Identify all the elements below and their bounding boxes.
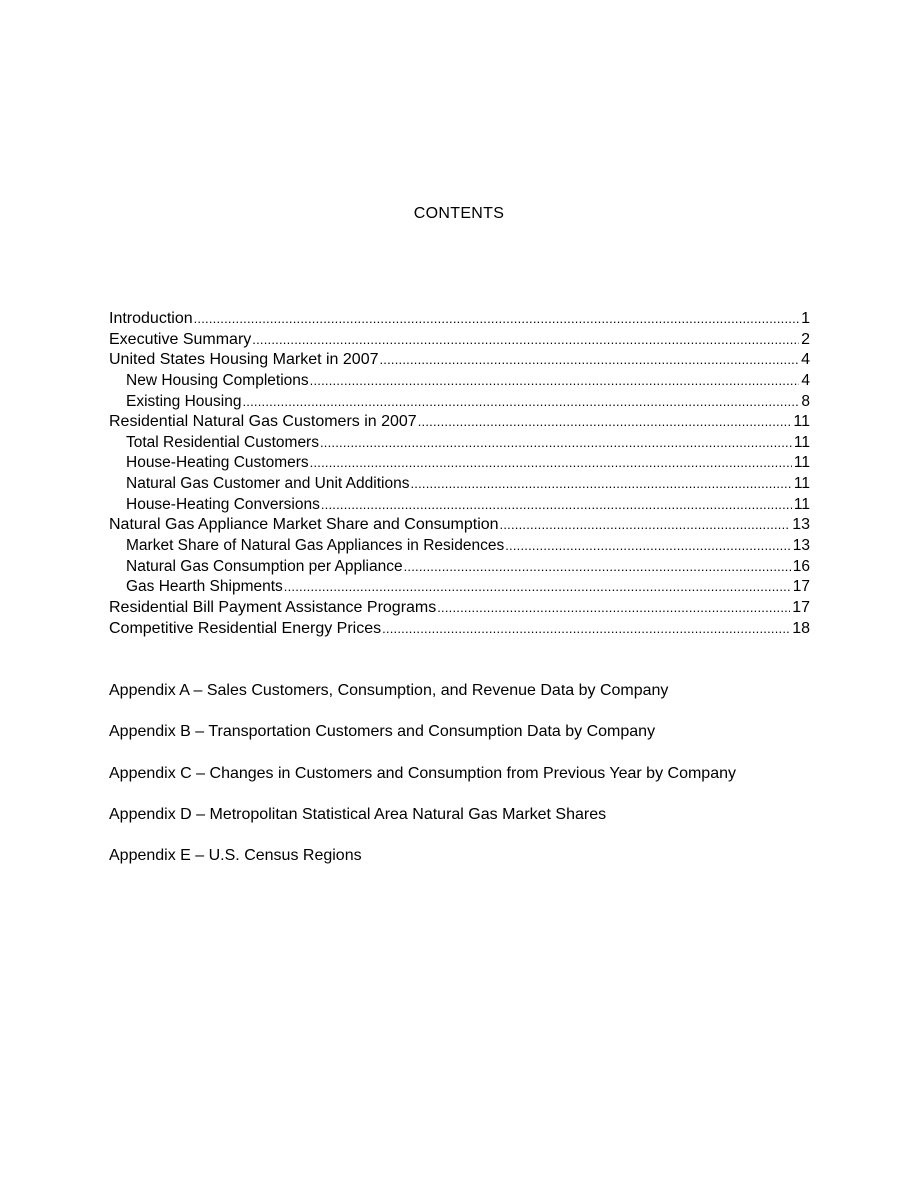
toc-entry-appliance-market-share[interactable] [109,515,810,536]
toc-entry-label: Market Share of Natural Gas Appliances in Residences [126,537,505,555]
appendix-c[interactable]: Appendix C – Changes in Customers and Consumption from Previous Year by Company [109,764,736,782]
toc-entry-label: Residential Bill Payment Assistance Programs [109,598,437,616]
appendix-d[interactable]: Appendix D – Metropolitan Statistical Area Natural Gas Market Shares [109,805,607,823]
dot-leader [379,350,799,371]
dot-leader [252,330,799,351]
toc-page-number: 11 [793,475,810,493]
toc-page-number: 11 [793,454,810,472]
toc-entry-energy-prices[interactable] [109,619,810,640]
toc-page-number: 18 [792,619,810,637]
appendix-b[interactable]: Appendix B – Transportation Customers and Consumption Data by Company [109,723,656,741]
toc-page-number: 4 [801,371,810,389]
dot-leader [437,598,790,619]
toc-page-number: 2 [801,330,810,348]
toc-entry-residential-customers[interactable] [109,412,810,433]
toc-entry-customer-unit-additions[interactable] [109,474,810,495]
toc-page-number: 17 [792,598,810,616]
dot-leader [505,536,791,557]
toc-entry-executive-summary[interactable] [109,330,810,351]
dot-leader [310,371,800,392]
toc-entry-market-share-appliances[interactable] [109,536,810,557]
toc-entry-label: Executive Summary [109,330,252,348]
toc-page-number: 11 [793,413,810,431]
toc-page-number: 11 [793,495,810,513]
dot-leader [500,515,791,536]
toc-entry-label: House-Heating Conversions [126,495,320,513]
appendix-e[interactable]: Appendix E – U.S. Census Regions [109,847,362,865]
toc-page-number: 13 [792,516,810,534]
toc-entry-house-heating-customers[interactable] [109,453,810,474]
appendix-list [109,678,829,884]
dot-leader [321,495,792,516]
toc-entry-label: United States Housing Market in 2007 [109,351,379,369]
toc-entry-label: Natural Gas Customer and Unit Additions [126,475,410,493]
toc-entry-housing-market[interactable] [109,350,810,371]
toc-entry-label: New Housing Completions [126,371,309,389]
toc-entry-label: Introduction [109,310,193,327]
dot-leader [320,433,792,454]
toc-entry-label: Natural Gas Consumption per Appliance [126,557,403,575]
dot-leader [194,309,799,330]
toc-page-number: 11 [793,433,810,451]
dot-leader [284,577,791,598]
toc-page-number: 1 [801,310,810,327]
dot-leader [410,474,791,495]
toc-entry-house-heating-conversions[interactable] [109,495,810,516]
dot-leader [310,453,792,474]
dot-leader [242,392,799,413]
appendix-a[interactable]: Appendix A – Sales Customers, Consumption, and Revenue Data by Company [109,682,669,699]
toc-entry-label: Total Residential Customers [126,433,319,451]
dot-leader [418,412,792,433]
toc-entry-bill-payment-assistance[interactable] [109,598,810,619]
toc-page-number: 8 [801,392,810,410]
toc-entry-new-housing-completions[interactable] [109,371,810,392]
page-title: CONTENTS [413,205,505,222]
toc-entry-label: Competitive Residential Energy Prices [109,619,382,637]
toc-entry-existing-housing[interactable] [109,392,810,413]
toc-page-number: 13 [792,537,810,555]
toc-entry-label: Gas Hearth Shipments [126,578,283,596]
toc-entry-label: House-Heating Customers [126,454,309,472]
toc-page-number: 16 [792,557,810,575]
toc-entry-label: Residential Natural Gas Customers in 2007 [109,413,417,431]
dot-leader [404,557,791,578]
toc-entry-gas-hearth-shipments[interactable] [109,577,810,598]
dot-leader [382,619,790,640]
toc-page-number: 17 [792,578,810,596]
toc-entry-label: Natural Gas Appliance Market Share and Consumption [109,516,499,534]
toc-entry-introduction[interactable] [109,309,810,330]
toc-entry-consumption-per-appliance[interactable] [109,557,810,578]
toc-page-number: 4 [801,351,810,369]
toc-entry-label: Existing Housing [126,392,242,410]
table-of-contents [109,309,810,639]
toc-entry-total-residential-customers[interactable] [109,433,810,454]
